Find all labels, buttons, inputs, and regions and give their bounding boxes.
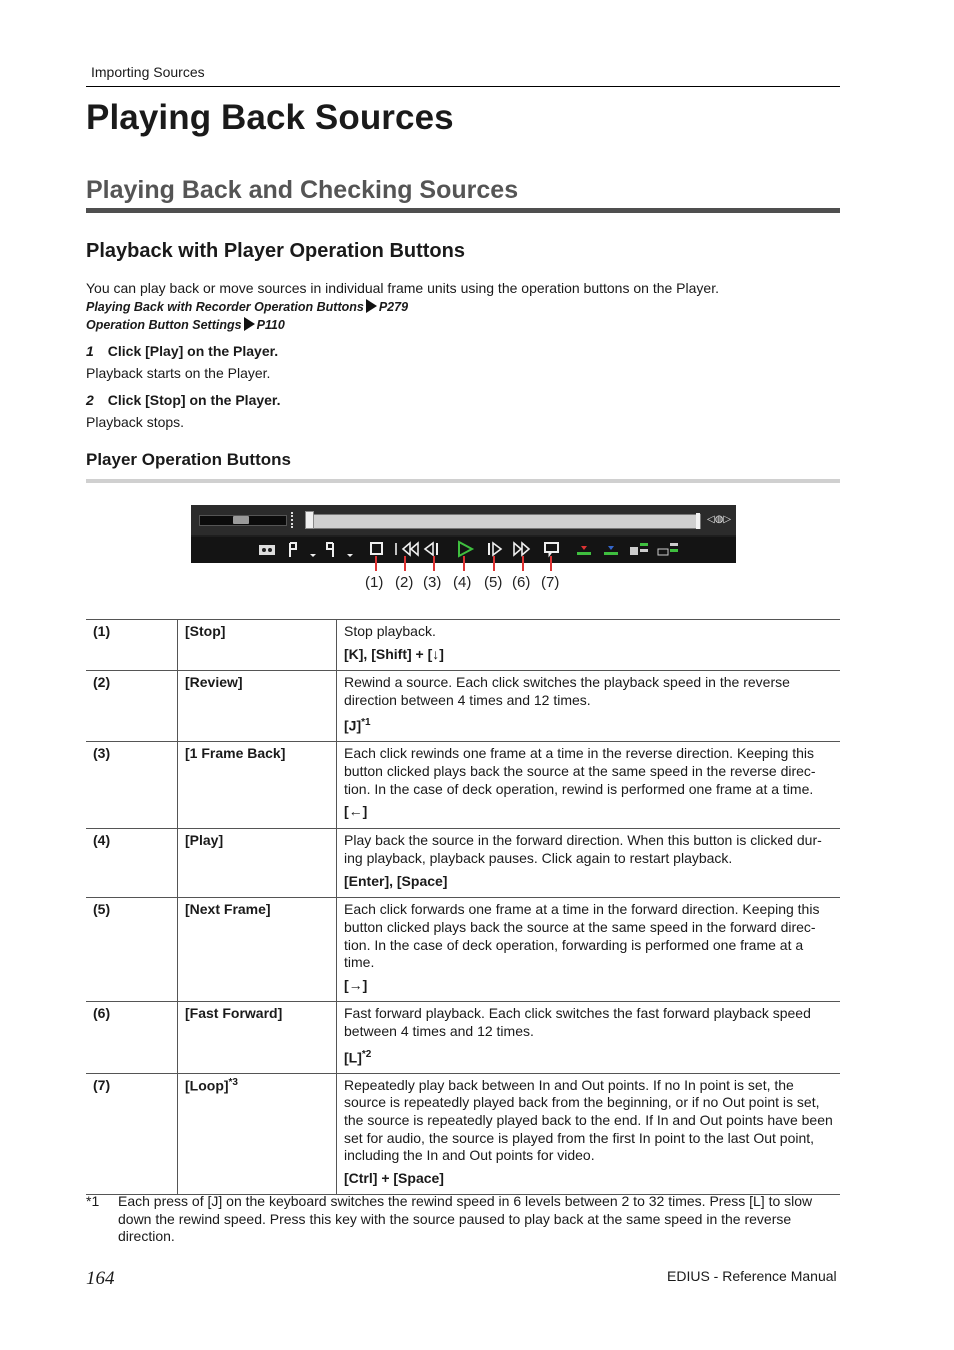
callout-tick — [463, 556, 465, 571]
row-number: (2) — [86, 671, 178, 742]
shortcut-text: [J] — [344, 717, 362, 734]
description-text: Play back the source in the forward direction. When this button is clicked dur-ing playback, playback pauses. Click again to restart playback. — [344, 832, 822, 867]
arrow-icon — [366, 299, 377, 313]
shortcut-keys — [344, 1170, 833, 1188]
step-instruction: Click [Stop] on the Player. — [107, 392, 281, 408]
slider-end-marker — [696, 513, 700, 529]
callout-tick — [404, 556, 406, 571]
ref-page: P279 — [378, 300, 409, 314]
in-point-icon[interactable] — [290, 543, 296, 557]
settings-icon[interactable] — [658, 543, 678, 555]
loop-icon[interactable] — [545, 543, 558, 556]
description-text: Stop playback. — [344, 623, 436, 639]
ref-text: Operation Button Settings — [86, 318, 242, 332]
section-rule — [86, 208, 840, 213]
button-name — [178, 620, 337, 671]
button-name-text: [Next Frame] — [185, 901, 271, 918]
callout-label: (1) — [365, 574, 384, 591]
ref-page: P110 — [256, 318, 285, 332]
stop-icon[interactable] — [371, 543, 382, 554]
next-frame-icon[interactable] — [489, 543, 501, 555]
chevron-down-icon[interactable] — [310, 554, 316, 557]
audio-monitor-icon[interactable]: ◁◍▷ — [707, 514, 732, 525]
callout-label: (5) — [484, 574, 503, 591]
button-name-text: [Fast Forward] — [185, 1005, 283, 1022]
shortcut-keys — [344, 873, 833, 891]
header-rule — [86, 86, 840, 87]
button-name — [178, 671, 337, 742]
button-name — [178, 829, 337, 898]
footnote-ref[interactable]: *1 — [361, 717, 371, 729]
button-description — [337, 829, 841, 898]
step-2 — [86, 392, 281, 410]
callout-tick — [550, 556, 552, 571]
shortcut-keys — [344, 977, 833, 995]
match-frame-icon[interactable] — [630, 543, 648, 555]
button-name — [178, 1073, 337, 1194]
section-title: Playing Back and Checking Sources — [86, 176, 519, 204]
page-title: Playing Back Sources — [86, 98, 454, 137]
button-description — [337, 1002, 841, 1073]
rewind-icon[interactable] — [396, 543, 418, 555]
ref-link-recorder[interactable] — [86, 299, 408, 314]
description-text: Each click forwards one frame at a time in the forward direction. Keeping this button clicked plays back the source at the same speed in the forward direc-tion. In the case of deck operation, forwarding is performed one frame at a time. — [344, 901, 820, 971]
row-number: (6) — [86, 1002, 178, 1073]
manual-name: EDIUS - Reference Manual — [667, 1268, 837, 1284]
frame-back-icon[interactable] — [425, 543, 437, 555]
running-header: Importing Sources — [91, 64, 205, 80]
shortcut-keys — [344, 714, 833, 735]
shortcut-text: [→] — [344, 976, 368, 993]
row-number: (5) — [86, 898, 178, 1002]
button-name — [178, 898, 337, 1002]
table-row — [86, 620, 840, 671]
shortcut-text: [Ctrl] + [Space] — [344, 1169, 444, 1186]
description-text: Each click rewinds one frame at a time in the reverse direction. Keeping this button clicked plays back the source at the same speed in the reverse direc-tion. In the case of deck operation, rewind is performed one frame at a time. — [344, 745, 816, 797]
step-2-result: Playback stops. — [86, 414, 185, 430]
callout-label: (3) — [423, 574, 442, 591]
play-icon[interactable] — [459, 542, 472, 556]
volume-knob[interactable] — [233, 516, 249, 524]
shortcut-text: [K], [Shift] + [↓] — [344, 645, 444, 662]
step-number: 1 — [86, 343, 94, 359]
button-name-text: [1 Frame Back] — [185, 745, 286, 762]
overwrite-icon[interactable] — [604, 546, 618, 555]
callout-tick — [433, 556, 435, 571]
table-row — [86, 829, 840, 898]
table-row — [86, 1073, 840, 1194]
insert-icon[interactable] — [577, 546, 591, 555]
button-name — [178, 742, 337, 829]
callout-label: (2) — [395, 574, 414, 591]
shortcut-text: [Enter], [Space] — [344, 872, 448, 889]
position-slider[interactable] — [306, 514, 701, 529]
shortcut-keys — [344, 646, 833, 664]
tape-icon[interactable] — [259, 545, 275, 555]
step-1-result: Playback starts on the Player. — [86, 365, 271, 381]
button-name-text: [Review] — [185, 674, 243, 690]
footnote-text: Each press of [J] on the keyboard switches the rewind speed in 6 levels between 2 to 32 times. Press [L] to slow down the rewind speed. Press this key with the source paused to play back at the same speed in the reverse direction. — [118, 1193, 813, 1245]
row-number: (4) — [86, 829, 178, 898]
row-number: (1) — [86, 620, 178, 671]
button-name — [178, 1002, 337, 1073]
grip-icon — [291, 512, 299, 528]
description-text: Repeatedly play back between In and Out points. If no In point is set, the source is repeatedly played back from the beginning, or if no Out point is set, the source is repeatedly played back to the end. If In and Out points have been set for audio, the source is played from the first In point to the last Out point, including the In and Out points for video. — [344, 1076, 833, 1164]
footnote-ref[interactable]: *3 — [228, 1076, 238, 1088]
button-description — [337, 671, 841, 742]
position-thumb[interactable] — [305, 511, 314, 529]
row-number: (3) — [86, 742, 178, 829]
fast-forward-icon[interactable] — [514, 543, 529, 555]
arrow-icon — [244, 317, 255, 331]
step-number: 2 — [86, 392, 94, 408]
button-description — [337, 742, 841, 829]
shortcut-text: [L] — [344, 1049, 362, 1066]
subsection-title: Playback with Player Operation Buttons — [86, 240, 465, 262]
step-instruction: Click [Play] on the Player. — [107, 343, 279, 359]
step-1 — [86, 343, 278, 361]
button-description — [337, 898, 841, 1002]
out-point-icon[interactable] — [327, 543, 333, 557]
table-row — [86, 742, 840, 829]
chevron-down-icon[interactable] — [347, 554, 353, 557]
callout-label: (4) — [453, 574, 472, 591]
description-text: Rewind a source. Each click switches the playback speed in the reverse direction between 4 times and 12 times. — [344, 674, 790, 708]
intro-text: You can play back or move sources in individual frame units using the operation buttons on the Player. — [86, 280, 719, 296]
buttons-table — [86, 619, 840, 1195]
row-number: (7) — [86, 1073, 178, 1194]
button-description — [337, 1073, 841, 1194]
footnote-ref[interactable]: *2 — [361, 1048, 372, 1060]
footnote-mark: *1 — [86, 1193, 100, 1209]
callout-label: (6) — [512, 574, 531, 591]
callout-tick — [522, 556, 524, 571]
shortcut-keys — [344, 1046, 833, 1067]
callout-tick — [375, 556, 377, 571]
table-row — [86, 671, 840, 742]
page-number: 164 — [86, 1268, 115, 1289]
player-control-bar — [191, 505, 736, 563]
button-name-text: [Play] — [185, 832, 224, 849]
ref-text: Playing Back with Recorder Operation Buttons — [86, 300, 364, 314]
shortcut-keys — [344, 803, 833, 821]
callout-tick — [493, 556, 495, 571]
description-text: Fast forward playback. Each click switches the fast forward playback speed between 4 times and 12 times. — [344, 1005, 811, 1040]
callout-label: (7) — [541, 574, 560, 591]
button-name-text: [Loop] — [185, 1077, 229, 1094]
heading-rule — [86, 479, 840, 483]
table-row — [86, 1002, 840, 1073]
table-row — [86, 898, 840, 1002]
button-description — [337, 620, 841, 671]
buttons-heading: Player Operation Buttons — [86, 450, 291, 469]
ref-link-settings[interactable] — [86, 317, 285, 332]
shortcut-text: [←] — [344, 803, 368, 820]
button-name-text: [Stop] — [185, 623, 226, 639]
